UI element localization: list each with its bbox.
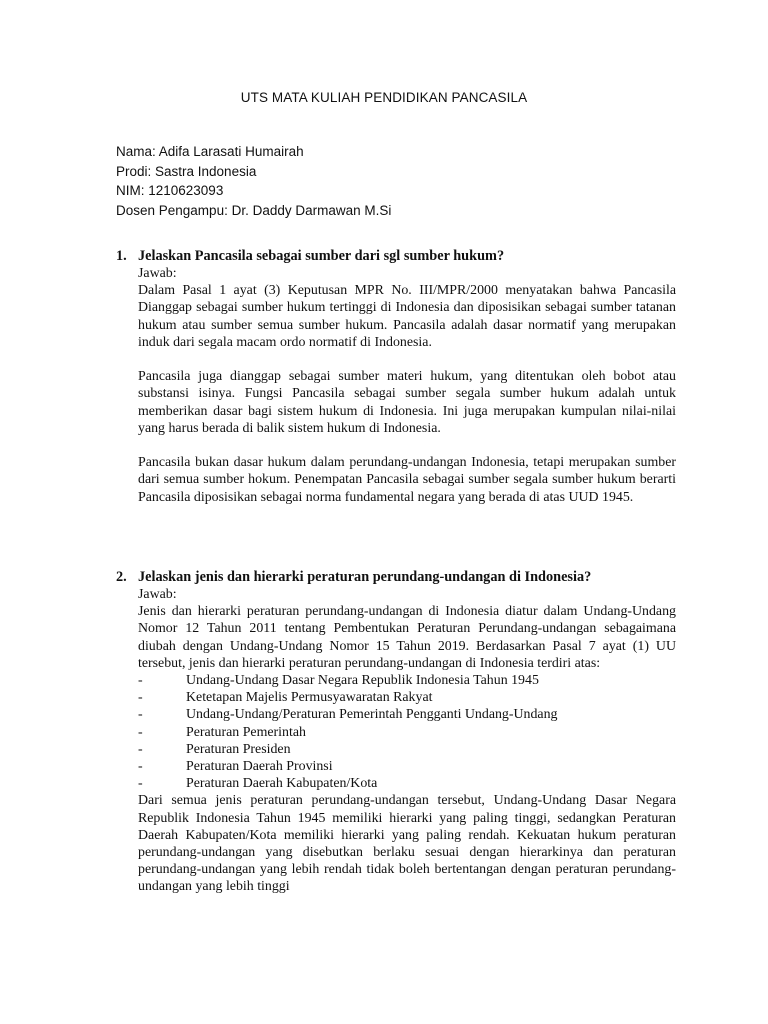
list-item: - Peraturan Presiden bbox=[138, 741, 291, 757]
list-item: - Peraturan Pemerintah bbox=[138, 724, 306, 740]
answer-label: Jawab: bbox=[138, 587, 177, 602]
question-2-heading bbox=[116, 568, 676, 586]
question-2 bbox=[116, 568, 676, 896]
question-text: Jelaskan Pancasila sebagai sumber dari sgl sumber hukum? bbox=[138, 248, 505, 264]
list-item: - Undang-Undang/Peraturan Pemerintah Pengganti Undang-Undang bbox=[138, 707, 558, 723]
list-item: - Undang-Undang Dasar Negara Republik Indonesia Tahun 1945 bbox=[138, 673, 539, 689]
question-text: Jelaskan jenis dan hierarki peraturan perundang-undangan di Indonesia? bbox=[138, 569, 592, 585]
answer-1 bbox=[138, 265, 676, 506]
answer-label: Jawab: bbox=[138, 266, 177, 281]
document-title: UTS MATA KULIAH PENDIDIKAN PANCASILA bbox=[240, 90, 528, 105]
student-info bbox=[116, 142, 391, 220]
list-item: - Ketetapan Majelis Permusyawaratan Rakyat bbox=[138, 690, 433, 706]
question-1 bbox=[116, 247, 676, 506]
lecturer-name: Dosen Pengampu: Dr. Daddy Darmawan M.Si bbox=[116, 202, 392, 218]
question-number: 1. bbox=[116, 248, 127, 264]
student-name: Nama: Adifa Larasati Humairah bbox=[116, 144, 304, 159]
list-item: - Peraturan Daerah Kabupaten/Kota bbox=[138, 776, 378, 792]
answer-paragraph: Dalam Pasal 1 ayat (3) Keputusan MPR No. III/MPR/2000 menyatakan bahwa Pancasila Dianggap sebagai sumber hukum tertinggi di Indonesia dan diposisikan sebagai sumber tatanan hukum atau sumber semua sumber hukum. Pancasila adalah dasar normatif yang merupakan induk dari segala macam ordo normatif di Indonesia. bbox=[138, 283, 676, 350]
answer-paragraph: Pancasila juga dianggap sebagai sumber materi hukum, yang ditentukan oleh bobot atau substansi isinya. Fungsi Pancasila sebagai sumber segala sumber hukum adalah untuk memberikan dasar bagi sistem hukum di Indonesia. Ini juga merupakan kumpulan nilai-nilai yang harus berada di balik sistem hukum di Indonesia. bbox=[138, 369, 676, 436]
question-number: 2. bbox=[116, 569, 127, 585]
answer-paragraph: Pancasila bukan dasar hukum dalam perundang-undangan Indonesia, tetapi merupakan sumber dari semua sumber hokum. Penempatan Pancasila sebagai sumber segala sumber hukum berarti Pancasila diposisikan sebagai norma fundamental negara yang berada di atas UUD 1945. bbox=[138, 455, 676, 505]
answer-2 bbox=[138, 586, 676, 896]
student-prodi: Prodi: Sastra Indonesia bbox=[116, 163, 257, 179]
student-nim: NIM: 1210623093 bbox=[116, 183, 224, 198]
question-1-heading bbox=[116, 247, 676, 265]
answer-intro: Jenis dan hierarki peraturan perundang-undangan di Indonesia diatur dalam Undang-Undang Nomor 12 Tahun 2011 tentang Pembentukan Peraturan Perundang-undangan sebagaimana diubah dengan Undang-Undang Nomor 15 Tahun 2019. Berdasarkan Pasal 7 ayat (1) UU tersebut, jenis dan hierarki peraturan perundang-undangan di Indonesia terdiri atas: bbox=[138, 604, 676, 671]
regulation-hierarchy-list bbox=[138, 672, 676, 792]
list-item: - Peraturan Daerah Provinsi bbox=[138, 759, 333, 775]
answer-conclusion: Dari semua jenis peraturan perundang-undangan tersebut, Undang-Undang Dasar Negara Republik Indonesia Tahun 1945 memiliki hierarki yang paling tinggi, sedangkan Peraturan Daerah Kabupaten/Kota memiliki hierarki yang paling rendah. Kekuatan hukum peraturan perundang-undangan yang disebutkan berlaku sesuai dengan hierarkinya dan peraturan perundang-undangan yang lebih rendah tidak boleh bertentangan dengan peraturan perundang-undangan yang lebih tinggi bbox=[138, 793, 676, 895]
